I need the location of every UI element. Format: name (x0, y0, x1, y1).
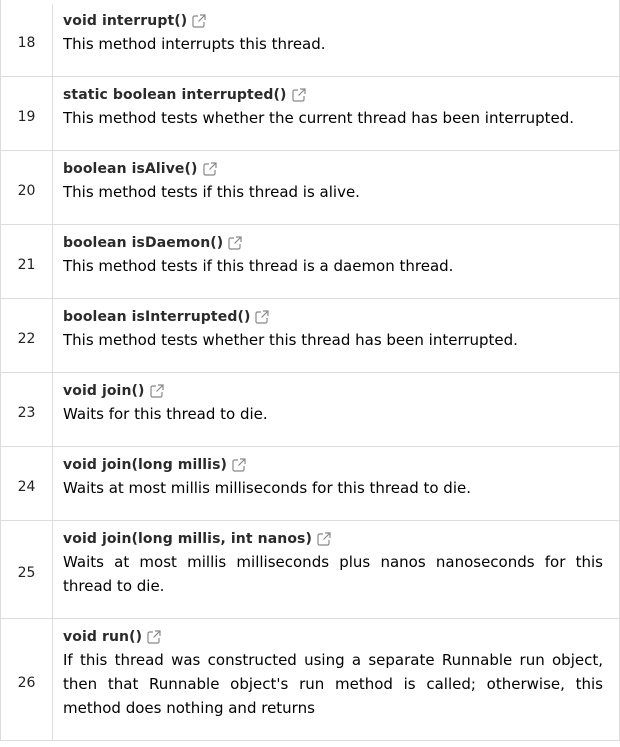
row-number: 25 (1, 521, 53, 618)
method-description: This method tests whether this thread has been interrupted. (63, 331, 518, 349)
external-link-icon[interactable] (292, 88, 306, 102)
method-cell (53, 4, 619, 76)
method-signature-text[interactable]: void run() (63, 629, 143, 645)
method-signature[interactable] (63, 529, 603, 549)
table-row (1, 619, 619, 741)
method-description: This method tests whether the current thread has been interrupted. (63, 109, 575, 127)
method-signature-text[interactable]: static boolean interrupted() (63, 87, 287, 103)
table-row (1, 521, 619, 619)
method-description: If this thread was constructed using a separate Runnable run object, then that Runnable object's run method is called; otherwise, this method does nothing and returns (63, 651, 603, 717)
method-signature[interactable] (63, 11, 603, 31)
row-number: 26 (1, 619, 53, 740)
row-number: 21 (1, 225, 53, 298)
method-cell (53, 299, 619, 372)
row-number: 19 (1, 77, 53, 150)
method-signature-text[interactable]: boolean isInterrupted() (63, 309, 251, 325)
method-signature[interactable] (63, 85, 603, 105)
row-number: 24 (1, 447, 53, 520)
method-signature-text[interactable]: void join() (63, 383, 145, 399)
method-cell (53, 619, 619, 740)
method-signature[interactable] (63, 455, 603, 475)
method-description: This method interrupts this thread. (63, 35, 326, 53)
method-signature[interactable] (63, 627, 603, 647)
method-description: This method tests if this thread is alive. (63, 183, 360, 201)
row-number: 20 (1, 151, 53, 224)
method-signature-text[interactable]: void join(long millis, int nanos) (63, 531, 312, 547)
method-cell (53, 151, 619, 224)
external-link-icon[interactable] (232, 458, 246, 472)
external-link-icon[interactable] (317, 532, 331, 546)
method-signature-text[interactable]: void interrupt() (63, 13, 188, 29)
table-row (1, 151, 619, 225)
row-number: 23 (1, 373, 53, 446)
method-signature[interactable] (63, 381, 603, 401)
method-cell (53, 373, 619, 446)
method-signature-text[interactable]: boolean isDaemon() (63, 235, 224, 251)
external-link-icon[interactable] (192, 14, 206, 28)
method-description: This method tests if this thread is a daemon thread. (63, 257, 454, 275)
external-link-icon[interactable] (228, 236, 242, 250)
table-row (1, 447, 619, 521)
method-signature[interactable] (63, 159, 603, 179)
method-signature-text[interactable]: boolean isAlive() (63, 161, 198, 177)
method-cell (53, 447, 619, 520)
method-signature-text[interactable]: void join(long millis) (63, 457, 228, 473)
row-number: 22 (1, 299, 53, 372)
table-row (1, 4, 619, 77)
external-link-icon[interactable] (147, 630, 161, 644)
external-link-icon[interactable] (150, 384, 164, 398)
method-cell (53, 77, 619, 150)
method-cell (53, 225, 619, 298)
method-signature[interactable] (63, 307, 603, 327)
table-row (1, 77, 619, 151)
table-row (1, 299, 619, 373)
method-cell (53, 521, 619, 618)
method-signature[interactable] (63, 233, 603, 253)
method-description: Waits for this thread to die. (63, 405, 268, 423)
external-link-icon[interactable] (255, 310, 269, 324)
external-link-icon[interactable] (203, 162, 217, 176)
table-row (1, 373, 619, 447)
method-description: Waits at most millis milliseconds plus nanos nanoseconds for this thread to die. (63, 553, 603, 595)
table-row (1, 225, 619, 299)
method-description: Waits at most millis milliseconds for this thread to die. (63, 479, 471, 497)
row-number: 18 (1, 4, 53, 76)
